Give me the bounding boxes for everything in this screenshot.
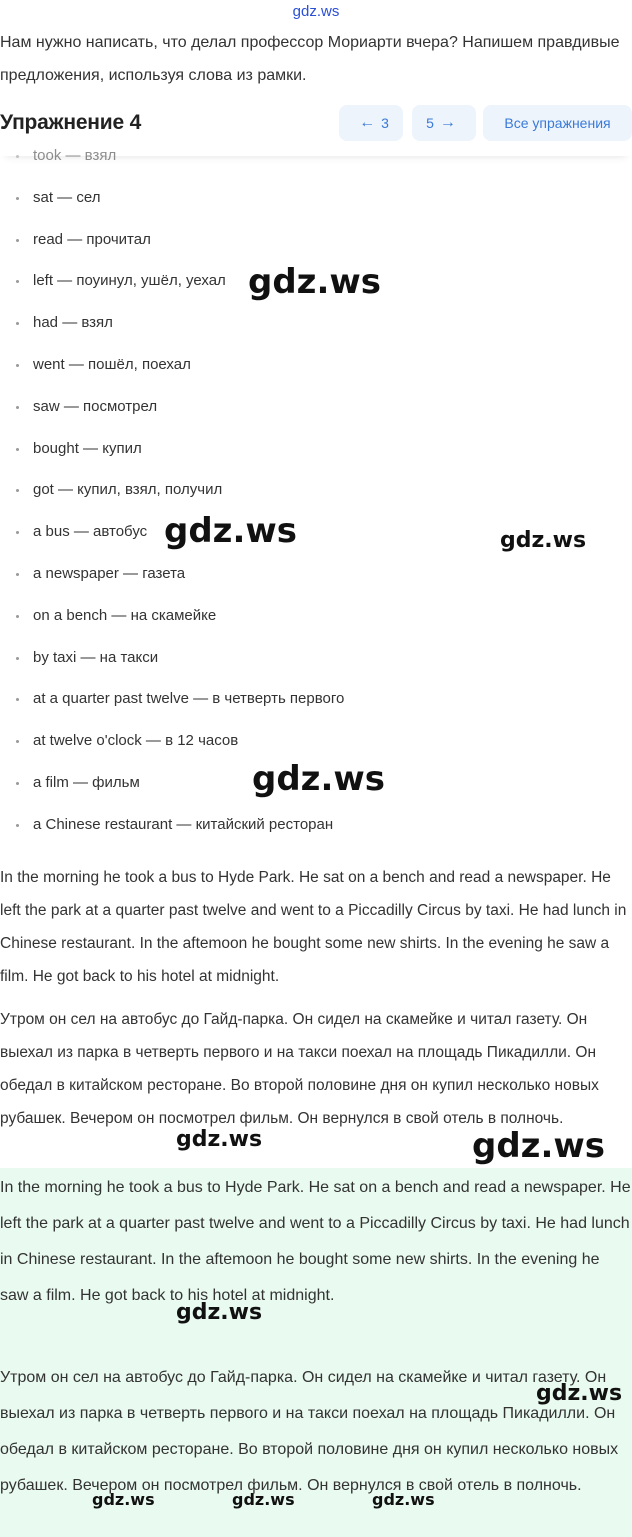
story-english: In the morning he took a bus to Hyde Park. He sat on a bench and read a newspaper. He left the park at a quarter past twelve and went to a Piccadilly Circus by taxi. He had lunch in Chinese restaurant. In the aftemoon he bought some new shirts. In the evening he saw a film. He got back to his hotel at midnight. bbox=[0, 869, 627, 985]
answer-english: In the morning he took a bus to Hyde Park. He sat on a bench and read a newspaper. He left the park at a quarter past twelve and went to a Piccadilly Circus by taxi. He had lunch in Chinese restaurant. In the aftemoon he bought some new shirts. In the evening he saw a film. He got back to his hotel at midnight. bbox=[0, 1179, 631, 1304]
list-item: at twelve o'clock — в 12 часов bbox=[0, 720, 632, 762]
list-item: went — пошёл, поехал bbox=[0, 344, 632, 386]
page-title: Упражнение 4 bbox=[0, 111, 142, 134]
list-item: left — поуинул, ушёл, уехал bbox=[0, 260, 632, 302]
list-item: had — взял bbox=[0, 302, 632, 344]
prev-exercise-label: 3 bbox=[381, 115, 389, 131]
watermark: gdz.ws bbox=[92, 1490, 155, 1509]
list-item: on a bench — на скамейке bbox=[0, 595, 632, 637]
watermark: gdz.ws bbox=[536, 1381, 623, 1406]
next-exercise-label: 5 bbox=[426, 115, 434, 131]
list-item: a film — фильм bbox=[0, 762, 632, 804]
watermark: gdz.ws bbox=[472, 1126, 606, 1166]
arrow-right-icon: → bbox=[439, 114, 456, 131]
list-item: a bus — автобус bbox=[0, 511, 632, 553]
watermark: gdz.ws bbox=[372, 1490, 435, 1509]
all-exercises-label: Все упражнения bbox=[504, 115, 611, 131]
story-russian: Утром он сел на автобус до Гайд-парка. Он сидел на скамейке и читал газету. Он выехал из парка в четверть первого и на такси поехал на площадь Пикадилли. Он обедал в китайском ресторане. Во второй половине дня он купил несколько новых рубашек. Вечером он посмотрел фильм. Он вернулся в свой отель в полночь. bbox=[0, 1011, 599, 1127]
answer-russian: Утром он сел на автобус до Гайд-парка. Он сидел на скамейке и читал газету. Он выехал из парка в четверть первого и на такси поехал на площадь Пикадилли. Он обедал в китайском ресторане. Во второй половине дня он купил несколько новых рубашек. Вечером он посмотрел фильм. Он вернулся в свой отель в полночь. bbox=[0, 1369, 619, 1494]
list-item: sat — сел bbox=[0, 177, 632, 219]
watermark: gdz.ws bbox=[500, 528, 587, 553]
list-item: by taxi — на такси bbox=[0, 637, 632, 679]
list-item: at a quarter past twelve — в четверть первого bbox=[0, 678, 632, 720]
list-item: bought — купил bbox=[0, 428, 632, 470]
watermark: gdz.ws bbox=[176, 1300, 263, 1325]
list-item: read — прочитал bbox=[0, 219, 632, 261]
arrow-left-icon: ← bbox=[359, 114, 376, 131]
watermark: gdz.ws bbox=[248, 262, 382, 302]
watermark: gdz.ws bbox=[176, 1127, 263, 1152]
site-link[interactable]: gdz.ws bbox=[292, 3, 340, 20]
list-item: a Chinese restaurant — китайский ресторан bbox=[0, 804, 632, 846]
list-item: got — купил, взял, получил bbox=[0, 469, 632, 511]
list-item: a newspaper — газета bbox=[0, 553, 632, 595]
task-intro: Нам нужно написать, что делал профессор Мориарти вчера? Напишем правдивые предложения, используя слова из рамки. bbox=[0, 34, 620, 84]
watermark: gdz.ws bbox=[232, 1490, 295, 1509]
watermark: gdz.ws bbox=[164, 511, 298, 551]
vocabulary-list bbox=[0, 135, 632, 846]
watermark: gdz.ws bbox=[252, 759, 386, 799]
list-item: took — взял bbox=[0, 135, 632, 177]
list-item: saw — посмотрел bbox=[0, 386, 632, 428]
